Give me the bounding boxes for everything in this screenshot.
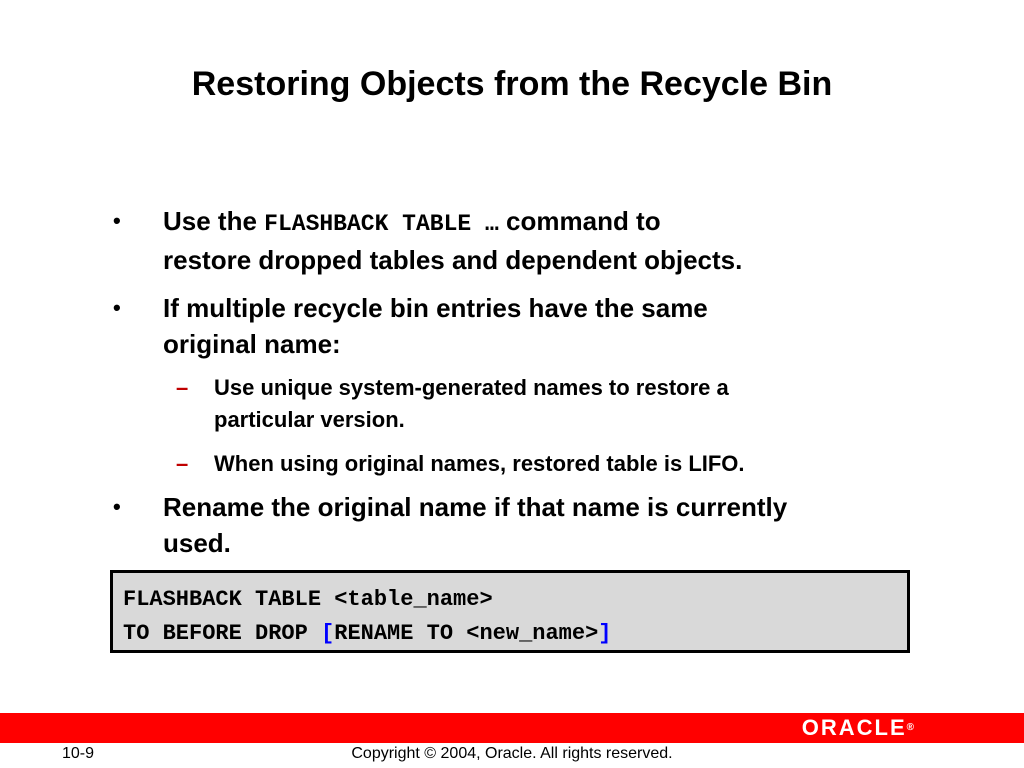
code-line-2	[123, 617, 897, 651]
sub-bullet-text: particular version.	[214, 407, 405, 432]
sub-bullet-text: Use unique system-generated names to restore a	[214, 375, 729, 400]
bullet-text: used.	[163, 528, 231, 558]
bullet-text: command to	[506, 206, 661, 236]
footer-bar	[0, 713, 1024, 743]
slide-title: Restoring Objects from the Recycle Bin	[191, 65, 833, 103]
bullet-marker: •	[113, 494, 121, 519]
sub-bullet-lifo	[176, 448, 914, 480]
bullet-text: Use the	[163, 206, 257, 236]
sub-bullet-marker: –	[176, 451, 189, 476]
oracle-logo	[801, 715, 916, 740]
code-text: TO BEFORE DROP	[123, 621, 322, 646]
bullet-text: restore dropped tables and dependent objects.	[163, 245, 743, 275]
copyright: Copyright © 2004, Oracle. All rights reserved.	[351, 745, 673, 762]
bullet-marker: •	[113, 208, 121, 233]
sub-bullet-text: When using original names, restored table is LIFO.	[214, 451, 745, 476]
page-number: 10-9	[62, 745, 95, 762]
sub-bullet-marker: –	[176, 375, 189, 400]
bullet-multiple-entries	[113, 290, 923, 362]
inline-code: FLASHBACK TABLE …	[264, 211, 499, 237]
bullet-rename	[113, 489, 923, 561]
optional-bracket-close: ]	[598, 621, 612, 646]
bullet-flashback	[113, 203, 923, 278]
code-text: RENAME TO <new_name>	[334, 621, 599, 646]
code-line-1: FLASHBACK TABLE <table_name>	[123, 587, 493, 612]
code-box	[110, 570, 910, 653]
sub-bullet-unique-names	[176, 372, 914, 436]
bullet-text: Rename the original name if that name is currently	[163, 492, 788, 522]
optional-bracket-open: [	[321, 621, 335, 646]
logo-mark: ®	[906, 722, 916, 733]
logo-text: ORACLE	[801, 715, 907, 740]
bullet-text: If multiple recycle bin entries have the same	[163, 293, 708, 323]
bullet-text: original name:	[163, 329, 341, 359]
bullet-marker: •	[113, 295, 121, 320]
